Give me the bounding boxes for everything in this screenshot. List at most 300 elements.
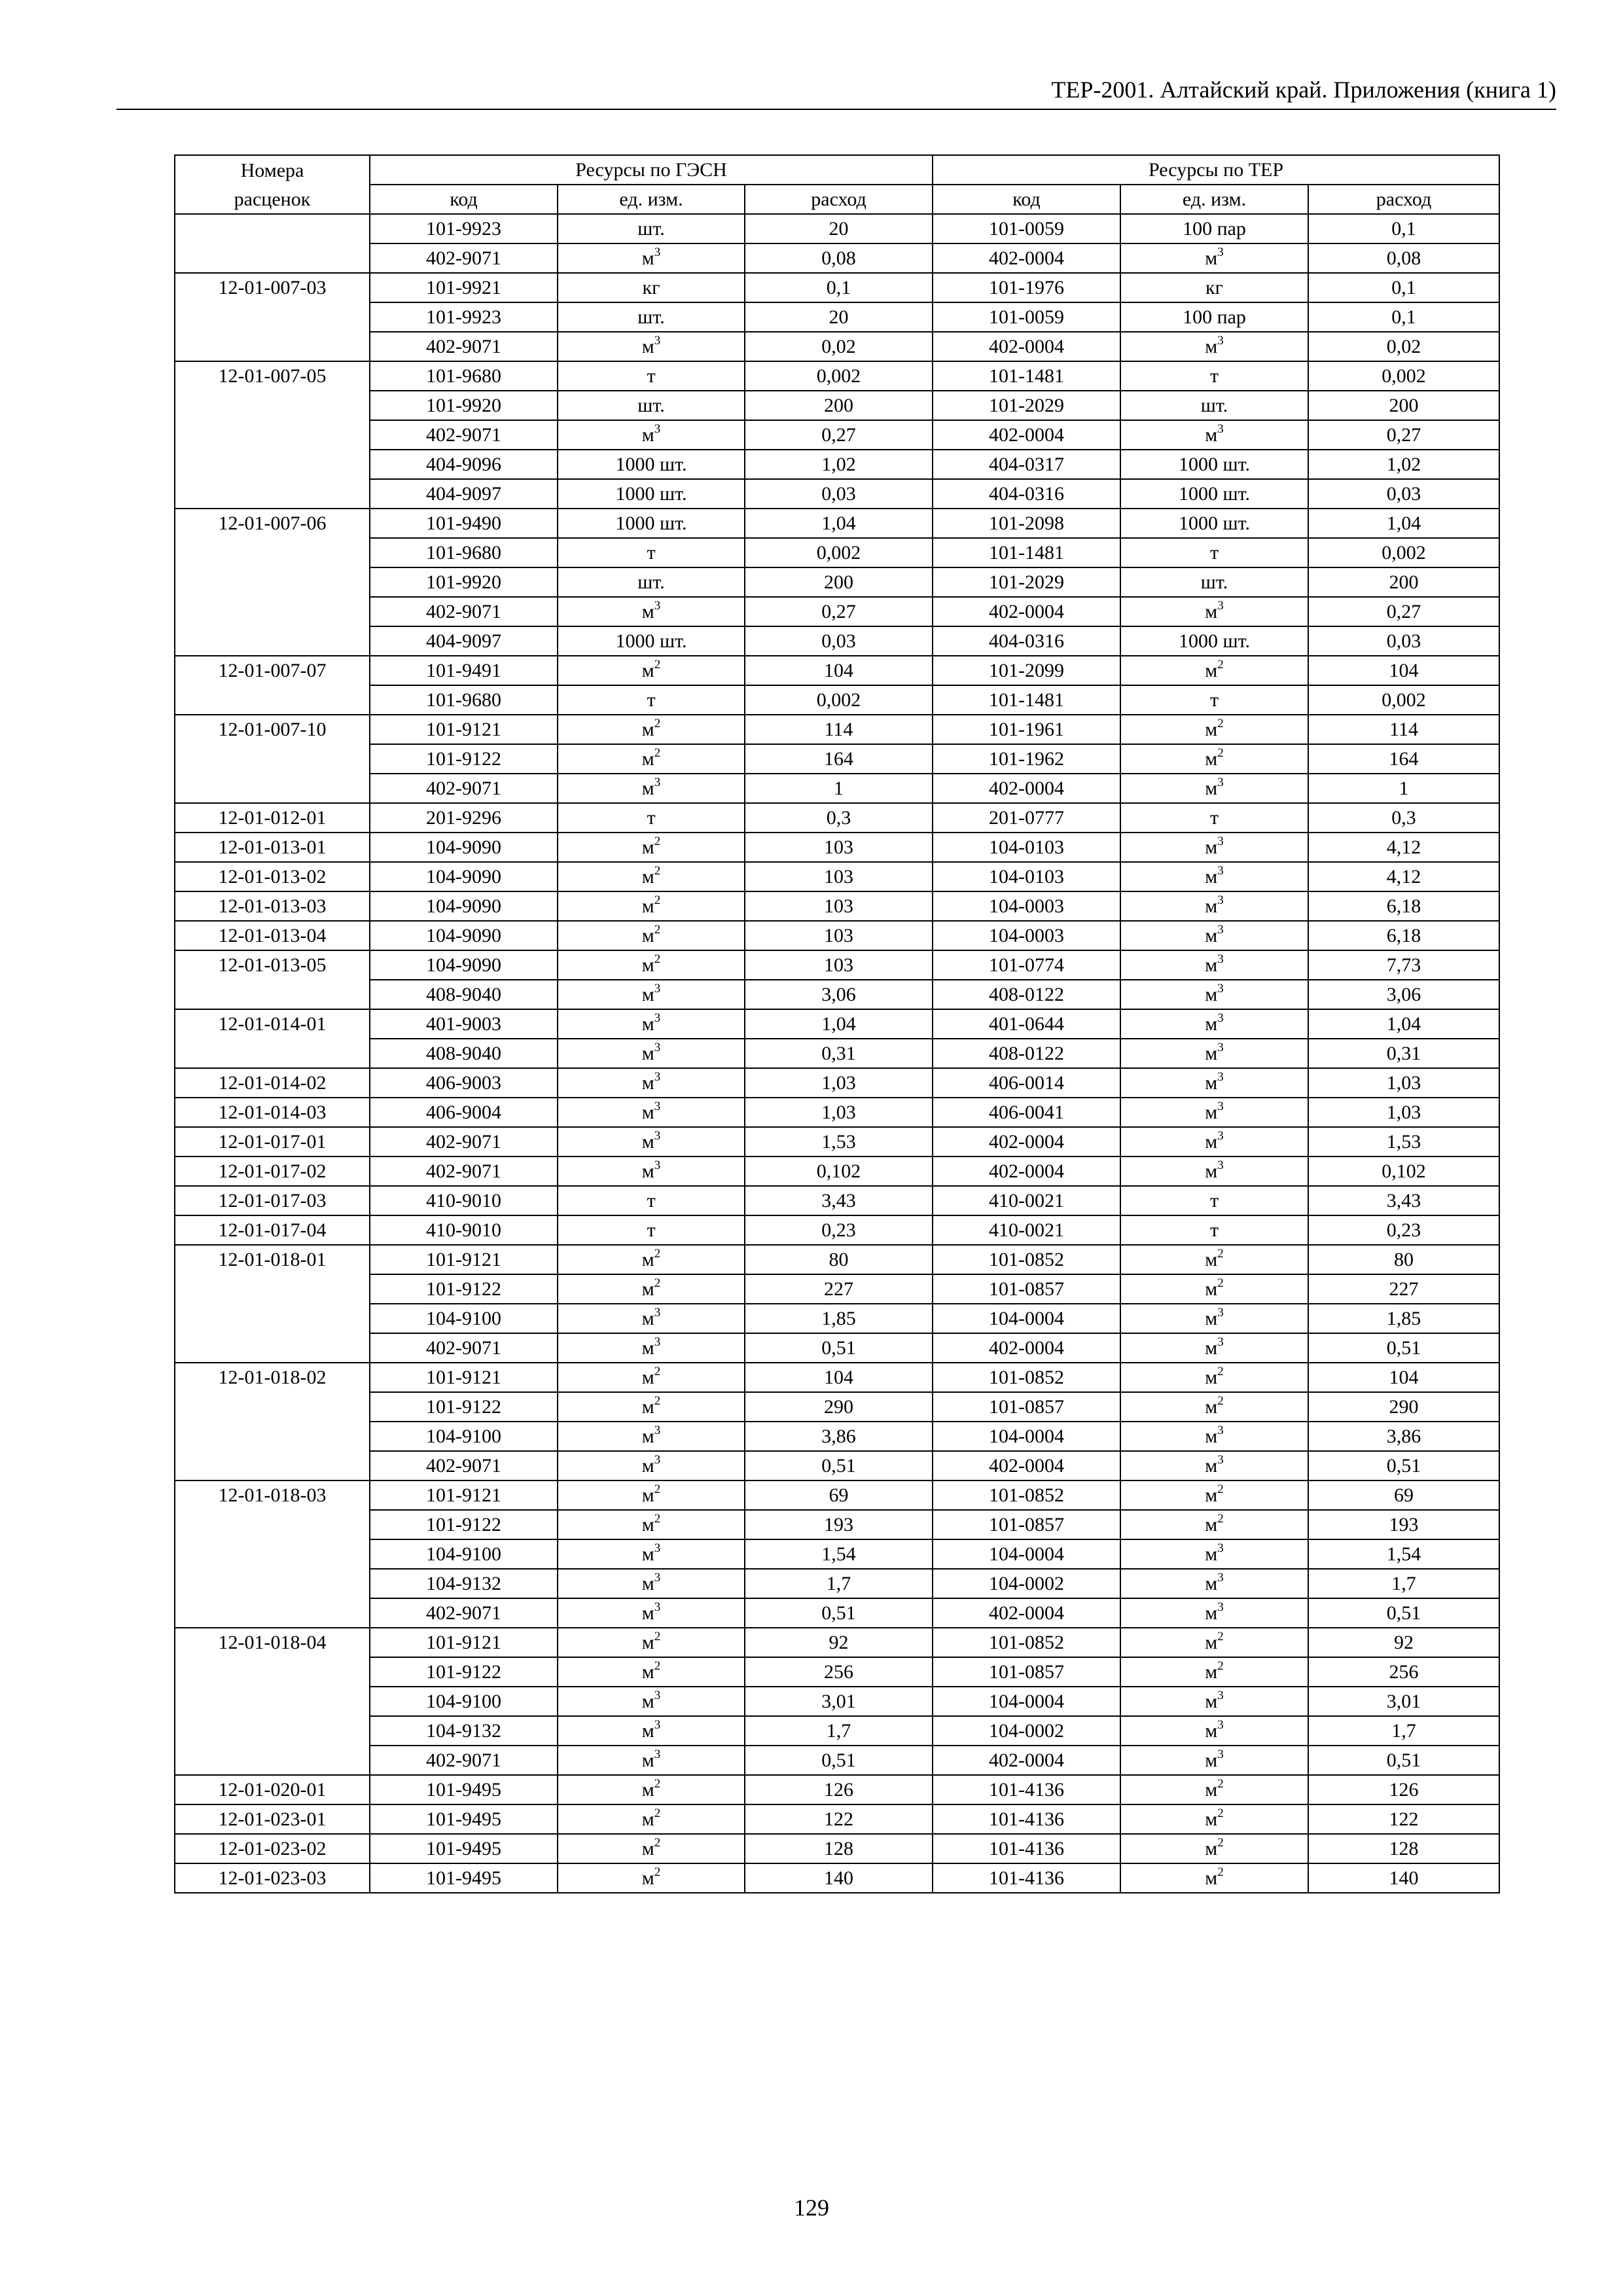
ter-unit: т [1120, 538, 1308, 567]
rate-number [175, 1716, 370, 1746]
gesn-unit: $м^3$ [558, 774, 745, 803]
ter-amount: 0,02 [1308, 332, 1499, 361]
gesn-unit: $м^3$ [558, 1098, 745, 1127]
gesn-code: 104-9090 [370, 950, 558, 980]
gesn-amount: 0,27 [745, 420, 933, 450]
ter-amount: 0,1 [1308, 273, 1499, 302]
table-row [175, 1480, 1499, 1510]
ter-unit: шт. [1120, 567, 1308, 597]
rate-number: 12-01-007-06 [175, 509, 370, 538]
gesn-amount: 200 [745, 391, 933, 420]
rate-number [175, 302, 370, 332]
gesn-code: 101-9122 [370, 744, 558, 774]
rate-number: 12-01-007-07 [175, 656, 370, 685]
gesn-unit: шт. [558, 391, 745, 420]
ter-code: 101-1961 [933, 715, 1120, 744]
rate-number [175, 1039, 370, 1068]
gesn-code: 402-9071 [370, 774, 558, 803]
table-row [175, 744, 1499, 774]
gesn-code: 101-9491 [370, 656, 558, 685]
ter-code: 402-0004 [933, 1127, 1120, 1157]
ter-code: 410-0021 [933, 1215, 1120, 1245]
table-row [175, 1039, 1499, 1068]
gesn-amount: 80 [745, 1245, 933, 1274]
gesn-amount: 114 [745, 715, 933, 744]
gesn-code: 104-9090 [370, 921, 558, 950]
header-gesn-group: Ресурсы по ГЭСН [370, 155, 933, 185]
ter-amount: 126 [1308, 1775, 1499, 1804]
gesn-code: 406-9004 [370, 1098, 558, 1127]
rate-number: 12-01-017-02 [175, 1157, 370, 1186]
ter-amount: 6,18 [1308, 891, 1499, 921]
gesn-amount: 0,08 [745, 243, 933, 273]
ter-code: 101-2098 [933, 509, 1120, 538]
gesn-unit: $м^3$ [558, 1598, 745, 1628]
ter-code: 101-0852 [933, 1480, 1120, 1510]
table-row [175, 715, 1499, 744]
ter-amount: 1,53 [1308, 1127, 1499, 1157]
table-row [175, 538, 1499, 567]
gesn-code: 402-9071 [370, 1127, 558, 1157]
gesn-unit: 1000 шт. [558, 479, 745, 509]
gesn-unit: $м^2$ [558, 833, 745, 862]
ter-unit: $м^2$ [1120, 1392, 1308, 1422]
table-row [175, 1068, 1499, 1098]
gesn-unit: $м^3$ [558, 1687, 745, 1716]
ter-unit: $м^3$ [1120, 1098, 1308, 1127]
ter-unit: $м^3$ [1120, 1539, 1308, 1569]
gesn-code: 104-9100 [370, 1687, 558, 1716]
table-row [175, 1834, 1499, 1863]
ter-code: 101-0852 [933, 1363, 1120, 1392]
ter-unit: $м^3$ [1120, 1127, 1308, 1157]
ter-unit: $м^2$ [1120, 1274, 1308, 1304]
table-row [175, 567, 1499, 597]
gesn-amount: 1,03 [745, 1068, 933, 1098]
gesn-unit: $м^3$ [558, 1039, 745, 1068]
ter-amount: 3,86 [1308, 1422, 1499, 1451]
ter-code: 101-0059 [933, 214, 1120, 243]
ter-amount: 1,04 [1308, 1009, 1499, 1039]
ter-code: 402-0004 [933, 1451, 1120, 1480]
ter-amount: 200 [1308, 567, 1499, 597]
ter-amount: 0,08 [1308, 243, 1499, 273]
gesn-amount: 3,86 [745, 1422, 933, 1451]
ter-code: 101-0857 [933, 1657, 1120, 1687]
gesn-code: 101-9122 [370, 1274, 558, 1304]
table-row [175, 420, 1499, 450]
table-row [175, 1274, 1499, 1304]
rate-number [175, 1304, 370, 1333]
ter-unit: 1000 шт. [1120, 509, 1308, 538]
ter-amount: 104 [1308, 1363, 1499, 1392]
gesn-unit: $м^3$ [558, 1569, 745, 1598]
gesn-amount: 103 [745, 921, 933, 950]
ter-unit: т [1120, 1215, 1308, 1245]
gesn-unit: т [558, 538, 745, 567]
rate-number: 12-01-014-02 [175, 1068, 370, 1098]
rate-number [175, 1657, 370, 1687]
gesn-code: 402-9071 [370, 420, 558, 450]
gesn-unit: 1000 шт. [558, 450, 745, 479]
ter-code: 101-2029 [933, 391, 1120, 420]
rate-number [175, 214, 370, 243]
ter-unit: $м^3$ [1120, 1598, 1308, 1628]
gesn-code: 104-9090 [370, 891, 558, 921]
ter-unit: $м^3$ [1120, 891, 1308, 921]
table-row [175, 1098, 1499, 1127]
ter-code: 402-0004 [933, 243, 1120, 273]
gesn-amount: 0,51 [745, 1598, 933, 1628]
table-row [175, 1186, 1499, 1215]
ter-code: 101-4136 [933, 1834, 1120, 1863]
gesn-amount: 0,23 [745, 1215, 933, 1245]
gesn-code: 101-9495 [370, 1804, 558, 1834]
rate-number [175, 1569, 370, 1598]
gesn-unit: $м^2$ [558, 862, 745, 891]
gesn-unit: $м^2$ [558, 1510, 745, 1539]
rate-number [175, 391, 370, 420]
ter-unit: т [1120, 361, 1308, 391]
gesn-code: 104-9100 [370, 1304, 558, 1333]
header-ter-group: Ресурсы по ТЕР [933, 155, 1499, 185]
ter-amount: 1,03 [1308, 1098, 1499, 1127]
ter-amount: 122 [1308, 1804, 1499, 1834]
table-row [175, 1539, 1499, 1569]
ter-amount: 193 [1308, 1510, 1499, 1539]
gesn-code: 410-9010 [370, 1215, 558, 1245]
gesn-unit: $м^2$ [558, 1834, 745, 1863]
gesn-amount: 227 [745, 1274, 933, 1304]
gesn-code: 101-9121 [370, 1480, 558, 1510]
ter-code: 101-0852 [933, 1628, 1120, 1657]
header-gesn-code: код [370, 185, 558, 214]
table-row [175, 1687, 1499, 1716]
ter-code: 104-0003 [933, 921, 1120, 950]
ter-amount: 200 [1308, 391, 1499, 420]
gesn-unit: $м^3$ [558, 1422, 745, 1451]
ter-amount: 0,002 [1308, 685, 1499, 715]
rate-number [175, 774, 370, 803]
gesn-code: 101-9495 [370, 1775, 558, 1804]
rate-number: 12-01-012-01 [175, 803, 370, 833]
gesn-code: 402-9071 [370, 1746, 558, 1775]
gesn-unit: $м^2$ [558, 1363, 745, 1392]
gesn-code: 104-9132 [370, 1716, 558, 1746]
gesn-amount: 20 [745, 214, 933, 243]
ter-amount: 0,102 [1308, 1157, 1499, 1186]
ter-amount: 0,002 [1308, 361, 1499, 391]
ter-unit: $м^2$ [1120, 1804, 1308, 1834]
table-row [175, 1127, 1499, 1157]
gesn-unit: 1000 шт. [558, 626, 745, 656]
table-row [175, 950, 1499, 980]
gesn-amount: 0,1 [745, 273, 933, 302]
rate-number [175, 243, 370, 273]
ter-amount: 3,06 [1308, 980, 1499, 1009]
gesn-unit: шт. [558, 567, 745, 597]
gesn-unit: шт. [558, 214, 745, 243]
gesn-code: 101-9920 [370, 567, 558, 597]
ter-amount: 0,51 [1308, 1333, 1499, 1363]
ter-unit: $м^3$ [1120, 1009, 1308, 1039]
rate-number [175, 744, 370, 774]
gesn-unit: шт. [558, 302, 745, 332]
gesn-code: 101-9490 [370, 509, 558, 538]
gesn-unit: $м^2$ [558, 1804, 745, 1834]
gesn-code: 402-9071 [370, 597, 558, 626]
ter-amount: 256 [1308, 1657, 1499, 1687]
ter-unit: $м^3$ [1120, 1157, 1308, 1186]
gesn-code: 101-9495 [370, 1863, 558, 1893]
gesn-unit: $м^3$ [558, 597, 745, 626]
ter-code: 101-0857 [933, 1510, 1120, 1539]
header-ter-amount: расход [1308, 185, 1499, 214]
gesn-unit: $м^3$ [558, 1068, 745, 1098]
ter-unit: $м^2$ [1120, 1480, 1308, 1510]
ter-code: 404-0317 [933, 450, 1120, 479]
gesn-unit: $м^3$ [558, 1157, 745, 1186]
gesn-unit: т [558, 685, 745, 715]
rate-number [175, 420, 370, 450]
rate-number: 12-01-013-02 [175, 862, 370, 891]
gesn-code: 101-9122 [370, 1657, 558, 1687]
gesn-code: 404-9096 [370, 450, 558, 479]
ter-unit: $м^2$ [1120, 1775, 1308, 1804]
ter-code: 402-0004 [933, 332, 1120, 361]
rate-number: 12-01-007-05 [175, 361, 370, 391]
gesn-code: 101-9680 [370, 685, 558, 715]
gesn-amount: 200 [745, 567, 933, 597]
ter-unit: $м^3$ [1120, 1333, 1308, 1363]
header-ter-unit: ед. изм. [1120, 185, 1308, 214]
ter-code: 402-0004 [933, 1157, 1120, 1186]
ter-unit: 1000 шт. [1120, 479, 1308, 509]
table-row [175, 862, 1499, 891]
gesn-unit: кг [558, 273, 745, 302]
page-number: 129 [794, 2195, 829, 2221]
gesn-amount: 0,03 [745, 626, 933, 656]
ter-unit: 100 пар [1120, 302, 1308, 332]
ter-code: 104-0004 [933, 1304, 1120, 1333]
gesn-code: 101-9680 [370, 538, 558, 567]
gesn-unit: $м^2$ [558, 1480, 745, 1510]
gesn-code: 101-9923 [370, 302, 558, 332]
ter-amount: 1,02 [1308, 450, 1499, 479]
ter-code: 101-0857 [933, 1392, 1120, 1422]
gesn-amount: 3,01 [745, 1687, 933, 1716]
ter-code: 101-4136 [933, 1804, 1120, 1834]
header-rate-numbers-2: расценок [175, 185, 370, 214]
resources-table [174, 154, 1500, 1893]
ter-unit: $м^3$ [1120, 774, 1308, 803]
gesn-amount: 92 [745, 1628, 933, 1657]
ter-unit: $м^2$ [1120, 1657, 1308, 1687]
gesn-amount: 1,04 [745, 509, 933, 538]
ter-code: 104-0004 [933, 1539, 1120, 1569]
gesn-amount: 126 [745, 1775, 933, 1804]
header-gesn-unit: ед. изм. [558, 185, 745, 214]
gesn-code: 410-9010 [370, 1186, 558, 1215]
table-row [175, 1304, 1499, 1333]
gesn-amount: 1 [745, 774, 933, 803]
table-row [175, 1451, 1499, 1480]
rate-number [175, 1746, 370, 1775]
ter-code: 101-0852 [933, 1245, 1120, 1274]
ter-amount: 0,23 [1308, 1215, 1499, 1245]
table-row [175, 1363, 1499, 1392]
rate-number: 12-01-018-02 [175, 1363, 370, 1392]
ter-code: 201-0777 [933, 803, 1120, 833]
table-row [175, 479, 1499, 509]
gesn-amount: 1,7 [745, 1569, 933, 1598]
ter-code: 404-0316 [933, 626, 1120, 656]
gesn-unit: $м^3$ [558, 980, 745, 1009]
rate-number: 12-01-013-03 [175, 891, 370, 921]
ter-amount: 1,7 [1308, 1569, 1499, 1598]
gesn-amount: 104 [745, 656, 933, 685]
ter-amount: 1,54 [1308, 1539, 1499, 1569]
ter-code: 101-1976 [933, 273, 1120, 302]
ter-unit: 1000 шт. [1120, 450, 1308, 479]
rate-number: 12-01-007-03 [175, 273, 370, 302]
gesn-amount: 104 [745, 1363, 933, 1392]
ter-code: 402-0004 [933, 1333, 1120, 1363]
ter-code: 104-0103 [933, 862, 1120, 891]
rate-number: 12-01-018-04 [175, 1628, 370, 1657]
gesn-unit: $м^3$ [558, 1333, 745, 1363]
table-row [175, 1333, 1499, 1363]
rate-number: 12-01-017-01 [175, 1127, 370, 1157]
gesn-amount: 0,002 [745, 685, 933, 715]
gesn-amount: 69 [745, 1480, 933, 1510]
gesn-unit: $м^3$ [558, 243, 745, 273]
header-rate-numbers: Номера [175, 155, 370, 185]
table-row [175, 1392, 1499, 1422]
gesn-unit: $м^2$ [558, 891, 745, 921]
gesn-amount: 128 [745, 1834, 933, 1863]
ter-unit: $м^3$ [1120, 420, 1308, 450]
ter-code: 401-0644 [933, 1009, 1120, 1039]
gesn-code: 101-9921 [370, 273, 558, 302]
table-row [175, 1716, 1499, 1746]
ter-unit: 100 пар [1120, 214, 1308, 243]
ter-amount: 1,7 [1308, 1716, 1499, 1746]
rate-number [175, 479, 370, 509]
rate-number [175, 685, 370, 715]
gesn-amount: 256 [745, 1657, 933, 1687]
ter-unit: $м^2$ [1120, 715, 1308, 744]
gesn-amount: 0,51 [745, 1333, 933, 1363]
rate-number: 12-01-017-04 [175, 1215, 370, 1245]
ter-code: 104-0002 [933, 1716, 1120, 1746]
gesn-amount: 1,53 [745, 1127, 933, 1157]
ter-code: 402-0004 [933, 1746, 1120, 1775]
ter-code: 410-0021 [933, 1186, 1120, 1215]
rate-number [175, 1451, 370, 1480]
ter-code: 101-4136 [933, 1863, 1120, 1893]
gesn-amount: 3,06 [745, 980, 933, 1009]
gesn-code: 404-9097 [370, 626, 558, 656]
rate-number [175, 980, 370, 1009]
ter-unit: $м^3$ [1120, 833, 1308, 862]
rate-number: 12-01-013-05 [175, 950, 370, 980]
gesn-amount: 3,43 [745, 1186, 933, 1215]
ter-code: 101-0774 [933, 950, 1120, 980]
gesn-unit: $м^3$ [558, 420, 745, 450]
gesn-unit: $м^2$ [558, 744, 745, 774]
gesn-amount: 290 [745, 1392, 933, 1422]
ter-amount: 140 [1308, 1863, 1499, 1893]
gesn-unit: т [558, 361, 745, 391]
gesn-unit: $м^2$ [558, 715, 745, 744]
rate-number: 12-01-020-01 [175, 1775, 370, 1804]
table-row [175, 685, 1499, 715]
ter-unit: $м^3$ [1120, 1039, 1308, 1068]
ter-unit: $м^2$ [1120, 1834, 1308, 1863]
ter-unit: $м^3$ [1120, 862, 1308, 891]
gesn-unit: т [558, 1186, 745, 1215]
gesn-code: 402-9071 [370, 332, 558, 361]
ter-amount: 0,1 [1308, 214, 1499, 243]
ter-amount: 0,03 [1308, 626, 1499, 656]
gesn-code: 104-9132 [370, 1569, 558, 1598]
table-row [175, 891, 1499, 921]
gesn-amount: 20 [745, 302, 933, 332]
gesn-amount: 164 [745, 744, 933, 774]
header-title: ТЕР-2001. Алтайский край. Приложения (книга 1) [1051, 77, 1556, 103]
ter-amount: 1,04 [1308, 509, 1499, 538]
ter-unit: шт. [1120, 391, 1308, 420]
gesn-code: 404-9097 [370, 479, 558, 509]
gesn-amount: 0,51 [745, 1451, 933, 1480]
rate-number [175, 1392, 370, 1422]
table-row [175, 656, 1499, 685]
table-row [175, 1804, 1499, 1834]
ter-amount: 0,51 [1308, 1598, 1499, 1628]
ter-amount: 0,31 [1308, 1039, 1499, 1068]
gesn-amount: 1,04 [745, 1009, 933, 1039]
table-row [175, 1569, 1499, 1598]
ter-code: 104-0103 [933, 833, 1120, 862]
rate-number [175, 626, 370, 656]
ter-code: 101-1481 [933, 538, 1120, 567]
ter-unit: $м^3$ [1120, 1422, 1308, 1451]
ter-unit: $м^2$ [1120, 1245, 1308, 1274]
ter-unit: т [1120, 685, 1308, 715]
ter-unit: $м^3$ [1120, 980, 1308, 1009]
ter-amount: 227 [1308, 1274, 1499, 1304]
gesn-unit: $м^3$ [558, 1716, 745, 1746]
rate-number [175, 567, 370, 597]
ter-unit: $м^3$ [1120, 1068, 1308, 1098]
gesn-code: 101-9495 [370, 1834, 558, 1863]
gesn-code: 101-9121 [370, 1363, 558, 1392]
gesn-amount: 140 [745, 1863, 933, 1893]
ter-code: 101-1962 [933, 744, 1120, 774]
table-row [175, 1510, 1499, 1539]
gesn-code: 104-9090 [370, 833, 558, 862]
ter-amount: 3,43 [1308, 1186, 1499, 1215]
ter-unit: $м^2$ [1120, 656, 1308, 685]
header-gesn-amount: расход [745, 185, 933, 214]
gesn-amount: 193 [745, 1510, 933, 1539]
table-row [175, 273, 1499, 302]
ter-unit: $м^3$ [1120, 1304, 1308, 1333]
table-row [175, 332, 1499, 361]
gesn-code: 406-9003 [370, 1068, 558, 1098]
ter-amount: 1,03 [1308, 1068, 1499, 1098]
